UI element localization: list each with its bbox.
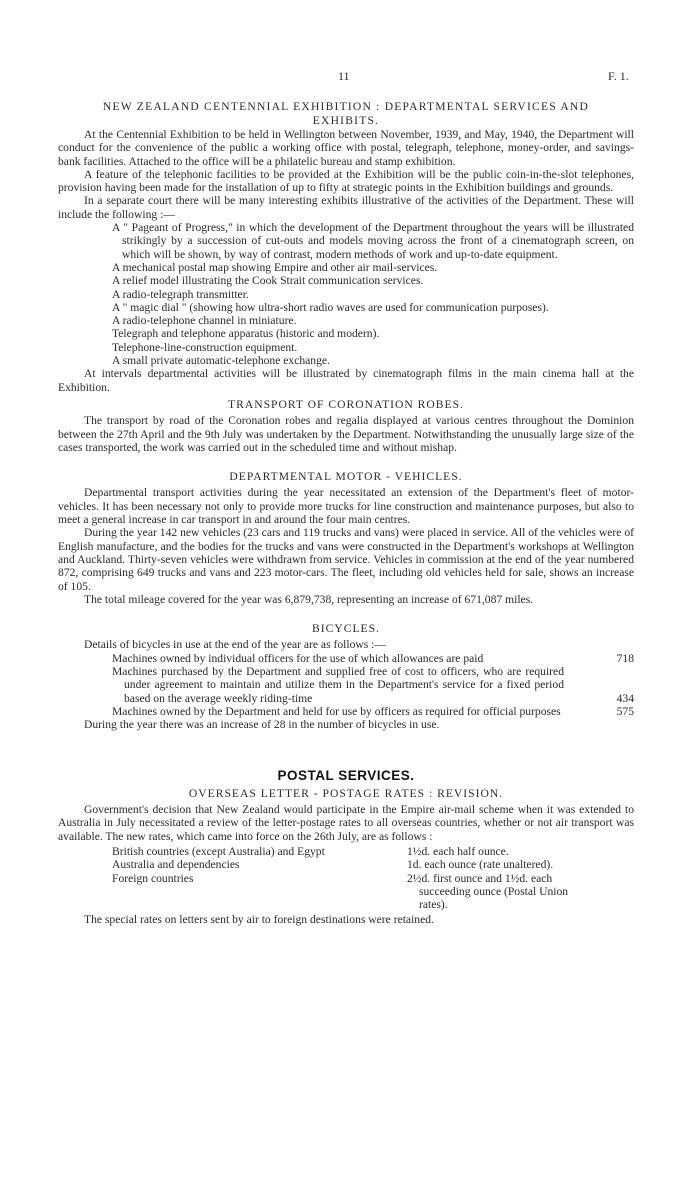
rate-row xyxy=(112,872,634,912)
dot-leader xyxy=(564,652,594,665)
exhibition-paragraph: At the Centennial Exhibition to be held in Wellington between November, 1939, and May, 1940, the Department will conduct for the convenience of the public a working office with postal, telegraph, telephone, money-order, and savings-bank facilities. Attached to the office will be a philatelic bureau and stamp exhibition. xyxy=(58,128,634,168)
rate-region: British countries (except Australia) and Egypt xyxy=(112,844,325,858)
bicycle-description: Machines owned by the Department and held for use by officers as required for official purposes xyxy=(112,704,561,718)
postal-closing: The special rates on letters sent by air to foreign destinations were retained. xyxy=(84,913,434,927)
rate-value: 1d. each ounce (rate unaltered). xyxy=(407,858,554,872)
exhibition-title xyxy=(58,100,634,127)
bicycle-count: 575 xyxy=(616,704,634,718)
rate-value: 1½d. each half ounce. xyxy=(407,844,509,858)
exhibit-item: A radio-telephone channel in miniature. xyxy=(112,314,297,328)
exhibition-paragraph: At intervals departmental activities will be illustrated by cinematograph films in the main cinema hall at the Exhibition. xyxy=(58,367,634,394)
exhibition-title-line2: EXHIBITS. xyxy=(312,113,380,127)
motor-paragraph: The total mileage covered for the year was 6,879,738, representing an increase of 671,087 miles. xyxy=(84,592,534,606)
motor-paragraph: During the year 142 new vehicles (23 cars and 119 trucks and vans) were placed in service. All of the vehicles were of English manufacture, and the bodies for the trucks and vans were constructed in the Department's workshops at Wellington and Auckland. Thirty-seven vehicles were withdrawn from service. Vehicles in commission at the end of the year numbered 872, comprising 649 trucks and vans and 223 motor-cars. The fleet, including old vehicles held for sale, shows an increase of 105. xyxy=(58,526,634,593)
bicycle-count: 434 xyxy=(616,691,634,705)
bicycle-description: Machines owned by individual officers for the use of which allowances are paid xyxy=(112,651,484,665)
bicycle-row xyxy=(112,665,634,705)
exhibit-item: A mechanical postal map showing Empire and other air mail-services. xyxy=(112,260,438,274)
exhibit-item: Telephone-line-construction equipment. xyxy=(112,340,298,354)
rate-row xyxy=(112,858,634,871)
coronation-paragraph: The transport by road of the Coronation robes and regalia displayed at various centres throughout the Dominion between the 27th April and the 9th July was undertaken by the Department. Notwithstanding the unusually large size of the cases transported, the work was carried out in the scheduled time and without mishap. xyxy=(58,414,634,454)
postal-services-title: POSTAL SERVICES. xyxy=(277,768,415,784)
dot-leader xyxy=(564,705,594,718)
rate-region: Australia and dependencies xyxy=(112,858,240,872)
page-body xyxy=(58,100,634,927)
rate-region: Foreign countries xyxy=(112,871,194,885)
document-reference: F. 1. xyxy=(608,69,629,83)
rate-value: 2½d. first ounce and 1½d. each succeeding ounce (Postal Union rates). xyxy=(407,871,569,912)
bicycle-row xyxy=(112,652,634,665)
page-number: 11 xyxy=(338,69,350,83)
postal-rates-heading: OVERSEAS LETTER - POSTAGE RATES : REVISION. xyxy=(188,786,504,800)
exhibit-item: A small private automatic-telephone exchange. xyxy=(112,354,330,368)
exhibit-list xyxy=(58,221,634,367)
postal-paragraph: Government's decision that New Zealand would participate in the Empire air-mail scheme when it was extended to Australia in July necessitated a review of the letter-postage rates to all overseas countries, whether or not air transport was available. The new rates, which came into force on the 26th July, are as follows : xyxy=(58,803,634,843)
bicycles-outro: During the year there was an increase of 28 in the number of bicycles in use. xyxy=(84,718,440,732)
exhibit-item: A relief model illustrating the Cook Strait communication services. xyxy=(112,274,424,288)
bicycle-description: Machines purchased by the Department and supplied free of cost to officers, who are required under agreement to maintain and utilize them in the Department's service for a fixed period based on the average weekly riding-time xyxy=(112,664,564,705)
exhibit-item: A " magic dial " (showing how ultra-short radio waves are used for communication purposes). xyxy=(112,300,549,314)
bicycles-intro: Details of bicycles in use at the end of the year are as follows :— xyxy=(84,638,386,652)
bicycle-count: 718 xyxy=(616,651,634,665)
rate-row xyxy=(112,845,634,858)
motor-paragraph: Departmental transport activities during the year necessitated an extension of the Department's fleet of motor-vehicles. It has been necessary not only to provide more trucks for line construction and maintenance purposes, but also to meet a general increase in car transport in and around the four main centres. xyxy=(58,486,634,527)
exhibition-paragraph: In a separate court there will be many interesting exhibits illustrative of the activities of the Department. These will include the following :— xyxy=(58,194,634,221)
bicycle-row xyxy=(112,705,634,718)
exhibit-item: A " Pageant of Progress," in which the development of the Department throughout the years will be illustrated strikingly by a succession of cut-outs and models moving across the front of a cinematograph screen, on which will be shown, by way of contrast, modern methods of work and up-to-date equipment. xyxy=(112,221,634,261)
bicycles-heading: BICYCLES. xyxy=(312,622,380,636)
coronation-heading: TRANSPORT OF CORONATION ROBES. xyxy=(228,397,464,411)
exhibition-title-line1: NEW ZEALAND CENTENNIAL EXHIBITION : DEPARTMENTAL SERVICES AND xyxy=(102,100,590,113)
postage-rates-table xyxy=(112,845,634,911)
exhibit-item: Telegraph and telephone apparatus (historic and modern). xyxy=(112,327,380,341)
dot-leader xyxy=(564,665,594,705)
motor-heading: DEPARTMENTAL MOTOR - VEHICLES. xyxy=(229,470,463,484)
exhibit-item: A radio-telegraph transmitter. xyxy=(112,287,249,301)
exhibition-paragraph: A feature of the telephonic facilities to be provided at the Exhibition will be the public coin-in-the-slot telephones, provision having been made for the installation of up to fifty at strategic points in the Exhibition buildings and grounds. xyxy=(58,167,634,195)
